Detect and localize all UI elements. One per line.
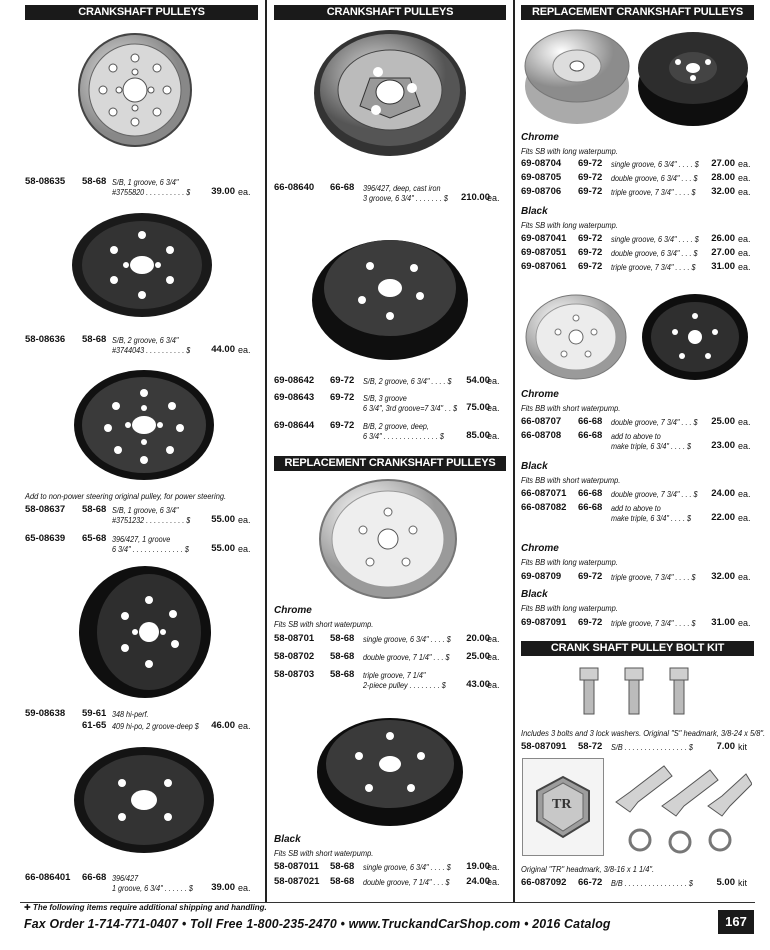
subhead-chrome: Chrome: [521, 132, 559, 143]
subhead-black: Black: [521, 461, 548, 472]
section-header-replacement-crankshaft-pulleys: REPLACEMENT CRANKSHAFT PULLEYS: [274, 456, 506, 471]
section-header-crankshaft-pulleys: CRANKSHAFT PULLEYS: [25, 5, 258, 20]
note-text: Original "TR" headmark, 3/8-16 x 1 1/4".: [521, 864, 655, 874]
subhead-black: Black: [521, 206, 548, 217]
pulley-photo: [72, 745, 217, 855]
tr-headmark-photo: [522, 758, 604, 856]
pulley-photo: [636, 28, 751, 128]
page-number: 167: [718, 910, 754, 934]
subhead-chrome: Chrome: [521, 543, 559, 554]
pulley-photo: [318, 478, 458, 600]
section-header-crankshaft-pulleys: CRANKSHAFT PULLEYS: [274, 5, 506, 20]
section-header-bolt-kit: CRANK SHAFT PULLEY BOLT KIT: [521, 641, 754, 656]
note-text: Fits SB with short waterpump.: [274, 619, 374, 629]
pulley-photo: [75, 30, 195, 150]
note-text: Add to non-power steering original pulley, for power steering.: [25, 491, 227, 501]
note-text: Fits SB with long waterpump.: [521, 146, 618, 156]
note-text: Fits BB with long waterpump.: [521, 603, 618, 613]
pulley-photo: [72, 368, 217, 483]
pulley-photo: [75, 562, 215, 702]
note-text: Fits BB with short waterpump.: [521, 403, 621, 413]
subhead-black: Black: [521, 589, 548, 600]
bolt-kit-photo: [570, 664, 700, 719]
footer-shipping-note: ✚ The following items require additional shipping and handling.: [24, 903, 267, 912]
subhead-black: Black: [274, 834, 301, 845]
tr-headmark-text: TR: [552, 797, 572, 812]
note-text: Includes 3 bolts and 3 lock washers. Original "S" headmark, 3/8-24 x 5/8".: [521, 728, 766, 738]
subhead-chrome: Chrome: [274, 605, 312, 616]
note-text: Fits SB with short waterpump.: [274, 848, 374, 858]
pulley-photo: [640, 292, 750, 382]
pulley-photo: [522, 26, 632, 126]
pulley-photo: [312, 28, 468, 158]
column-divider-2: [513, 0, 515, 902]
pulley-photo: [70, 210, 220, 320]
pulley-photo: [310, 232, 470, 362]
bolt-kit-photo: [612, 762, 752, 862]
note-text: Fits BB with short waterpump.: [521, 475, 621, 485]
subhead-chrome: Chrome: [521, 389, 559, 400]
pulley-photo: [524, 292, 629, 382]
pulley-photo: [315, 712, 465, 827]
column-divider-1: [265, 0, 267, 902]
footer-contact-line: Fax Order 1-714-771-0407 • Toll Free 1-800-235-2470 • www.TruckandCarShop.com • 2016 Catalog: [24, 916, 611, 931]
note-text: Fits SB with long waterpump.: [521, 220, 618, 230]
note-text: Fits BB with long waterpump.: [521, 557, 618, 567]
section-header-replacement-crankshaft-pulleys: REPLACEMENT CRANKSHAFT PULLEYS: [521, 5, 754, 20]
